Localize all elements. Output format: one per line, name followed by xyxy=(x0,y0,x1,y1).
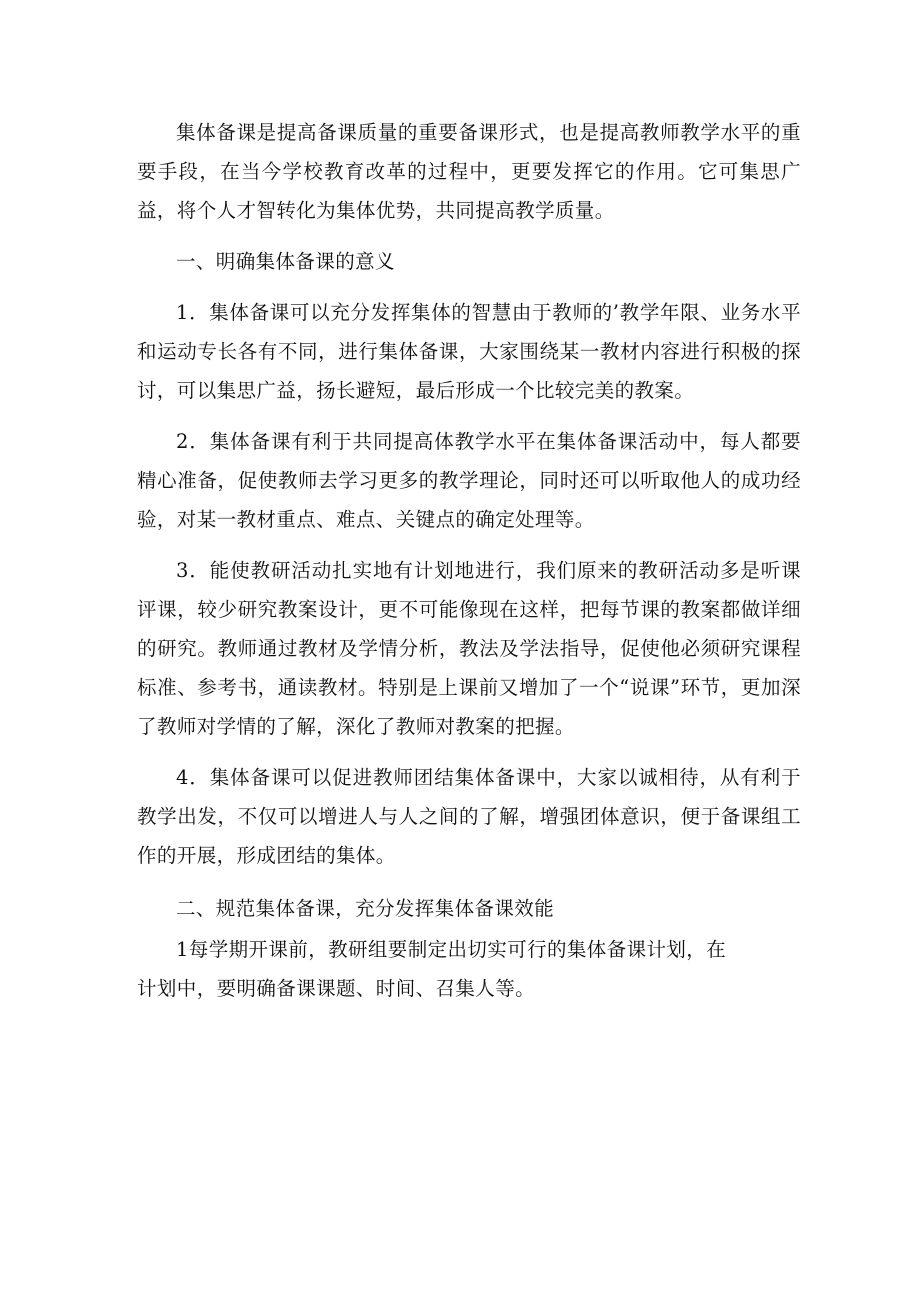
section-two-item-1-line-2: 计划中，要明确备课课题、时间、召集人等。 xyxy=(137,977,536,1000)
section-one-item-1: 1．集体备课可以充分发挥集体的智慧由于教师的’教学年限、业务水平和运动专长各有不同，进行集体备课，大家围绕某一教材内容进行积极的探讨，可以集思广益，扬长避短，最后形成一个比较完美的教案。 xyxy=(137,301,801,402)
section-two-heading: 二、规范集体备课，充分发挥集体备课效能 xyxy=(176,897,555,920)
intro-paragraph: 集体备课是提高备课质量的重要备课形式，也是提高教师教学水平的重要手段，在当今学校教育改革的过程中，更要发挥它的作用。它可集思广益，将个人才智转化为集体优势，共同提高教学质量。 xyxy=(137,121,801,222)
section-one-heading: 一、明确集体备课的意义 xyxy=(176,250,395,273)
section-one-item-3: 3．能使教研活动扎实地有计划地进行，我们原来的教研活动多是听课评课，较少研究教案设计，更不可能像现在这样，把每节课的教案都做详细的研究。教师通过教材及学情分析，教法及学法指导，促使他必须研究课程标准、参考书，通读教材。特别是上课前又增加了一个“说课”环节，更加深了教师对学情的了解，深化了教师对教案的把握。 xyxy=(137,559,801,738)
section-one-item-2: 2．集体备课有利于共同提高体教学水平在集体备课活动中，每人都要精心准备，促使教师去学习更多的教学理论，同时还可以听取他人的成功经验，对某一教材重点、难点、关键点的确定处理等。 xyxy=(137,430,801,531)
section-one-item-4: 4．集体备课可以促进教师团结集体备课中，大家以诚相待，从有利于教学出发，不仅可以增进人与人之间的了解，增强团体意识，便于备课组工作的开展，形成团结的集体。 xyxy=(137,766,801,867)
document-body xyxy=(137,113,801,1008)
section-two-item-1-line-1: 1每学期开课前，教研组要制定出切实可行的集体备课计划，在 xyxy=(176,938,727,961)
